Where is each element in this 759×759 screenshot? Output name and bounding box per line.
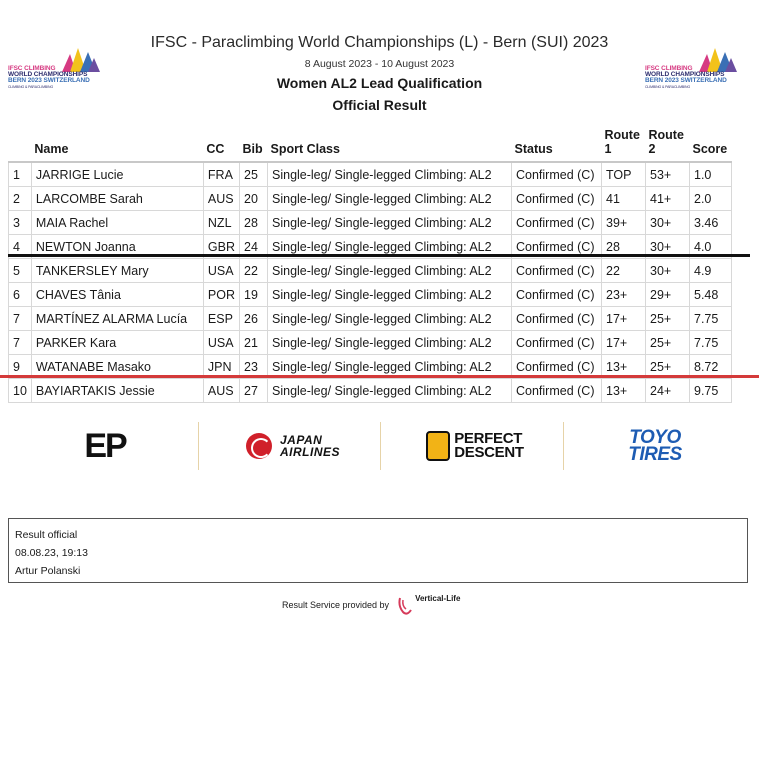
toyo-tires-logo bbox=[600, 424, 710, 468]
cell-route1: 17+ bbox=[602, 307, 646, 331]
cell-sport-class: Single-leg/ Single-legged Climbing: AL2 bbox=[268, 379, 512, 403]
cell-sport-class: Single-leg/ Single-legged Climbing: AL2 bbox=[268, 162, 512, 187]
cell-rank: 4 bbox=[9, 235, 32, 259]
results-table bbox=[8, 120, 732, 403]
event-dates: 8 August 2023 - 10 August 2023 bbox=[304, 58, 455, 70]
cell-route2: 30+ bbox=[646, 211, 690, 235]
logo-text-line3: BERN 2023 SWITZERLAND bbox=[645, 77, 727, 84]
header-bib: Bib bbox=[242, 142, 263, 156]
cell-status: Confirmed (C) bbox=[512, 331, 602, 355]
table-row bbox=[9, 211, 732, 235]
sponsor-divider bbox=[380, 422, 381, 470]
cell-bib: 19 bbox=[240, 283, 268, 307]
cell-bib: 23 bbox=[240, 355, 268, 379]
cell-sport-class: Single-leg/ Single-legged Climbing: AL2 bbox=[268, 211, 512, 235]
vertical-life-logo bbox=[397, 594, 460, 616]
cell-score: 9.75 bbox=[690, 379, 732, 403]
header-route2: Route 2 bbox=[648, 128, 684, 156]
cell-sport-class: Single-leg/ Single-legged Climbing: AL2 bbox=[268, 307, 512, 331]
cell-score: 1.0 bbox=[690, 162, 732, 187]
table-row bbox=[9, 162, 732, 187]
cell-rank: 10 bbox=[9, 379, 32, 403]
toyo-text-line2: TIRES bbox=[628, 444, 682, 465]
cell-cc: JPN bbox=[203, 355, 239, 379]
cell-sport-class: Single-leg/ Single-legged Climbing: AL2 bbox=[268, 331, 512, 355]
vertical-life-text: Vertical-Life bbox=[415, 593, 461, 603]
cell-rank: 5 bbox=[9, 259, 32, 283]
cell-status: Confirmed (C) bbox=[512, 235, 602, 259]
result-official-box bbox=[8, 518, 748, 583]
cell-cc: USA bbox=[203, 259, 239, 283]
perfect-descent-logo bbox=[410, 424, 540, 468]
cell-name: LARCOMBE Sarah bbox=[31, 187, 203, 211]
cell-bib: 28 bbox=[240, 211, 268, 235]
cell-status: Confirmed (C) bbox=[512, 283, 602, 307]
cell-score: 4.9 bbox=[690, 259, 732, 283]
logo-text-line2: WORLD CHAMPIONSHIPS bbox=[645, 71, 725, 78]
cell-bib: 27 bbox=[240, 379, 268, 403]
cell-route2: 30+ bbox=[646, 235, 690, 259]
cell-cc: AUS bbox=[203, 379, 239, 403]
logo-text-line2: WORLD CHAMPIONSHIPS bbox=[8, 71, 88, 78]
sponsor-divider bbox=[198, 422, 199, 470]
page-title: IFSC - Paraclimbing World Championships (L) - Bern (SUI) 2023 bbox=[150, 34, 609, 51]
header-name: Name bbox=[34, 142, 69, 156]
cell-route1: 22 bbox=[602, 259, 646, 283]
cell-route2: 24+ bbox=[646, 379, 690, 403]
logo-text-line3: BERN 2023 SWITZERLAND bbox=[8, 77, 90, 84]
cutoff-line bbox=[0, 375, 759, 378]
header-sport-class: Sport Class bbox=[270, 142, 340, 156]
cell-bib: 22 bbox=[240, 259, 268, 283]
logo-text-line4: CLIMBING & PARACLIMBING bbox=[645, 85, 691, 89]
cell-sport-class: Single-leg/ Single-legged Climbing: AL2 bbox=[268, 235, 512, 259]
cell-name: MARTÍNEZ ALARMA Lucía bbox=[31, 307, 203, 331]
cell-status: Confirmed (C) bbox=[512, 307, 602, 331]
result-status: Result official bbox=[15, 529, 78, 541]
perfect-descent-icon bbox=[426, 431, 450, 461]
header-score: Score bbox=[692, 142, 728, 156]
header-cc: CC bbox=[206, 142, 225, 156]
jal-logo bbox=[228, 424, 358, 468]
cell-cc: AUS bbox=[203, 187, 239, 211]
cell-status: Confirmed (C) bbox=[512, 259, 602, 283]
cell-route2: 41+ bbox=[646, 187, 690, 211]
header-rank bbox=[9, 120, 32, 162]
cell-route2: 29+ bbox=[646, 283, 690, 307]
cell-rank: 3 bbox=[9, 211, 32, 235]
cell-score: 5.48 bbox=[690, 283, 732, 307]
jal-crane-icon bbox=[246, 433, 272, 459]
cell-sport-class: Single-leg/ Single-legged Climbing: AL2 bbox=[268, 283, 512, 307]
jal-text-line2: AIRLINES bbox=[279, 445, 340, 459]
cell-status: Confirmed (C) bbox=[512, 187, 602, 211]
cell-route1: 28 bbox=[602, 235, 646, 259]
cell-rank: 7 bbox=[9, 307, 32, 331]
cell-name: JARRIGE Lucie bbox=[31, 162, 203, 187]
cell-score: 7.75 bbox=[690, 307, 732, 331]
cell-bib: 24 bbox=[240, 235, 268, 259]
cell-route1: 39+ bbox=[602, 211, 646, 235]
table-row bbox=[9, 259, 732, 283]
cell-route2: 30+ bbox=[646, 259, 690, 283]
header-status: Status bbox=[514, 142, 553, 156]
cell-score: 8.72 bbox=[690, 355, 732, 379]
footer bbox=[282, 594, 460, 616]
cell-name: MAIA Rachel bbox=[31, 211, 203, 235]
sponsor-bar bbox=[0, 418, 759, 474]
result-official-name: Artur Polanski bbox=[15, 565, 81, 577]
cell-rank: 9 bbox=[9, 355, 32, 379]
cell-score: 7.75 bbox=[690, 331, 732, 355]
cell-bib: 26 bbox=[240, 307, 268, 331]
cell-route2: 25+ bbox=[646, 331, 690, 355]
cell-route2: 25+ bbox=[646, 307, 690, 331]
cell-route1: 17+ bbox=[602, 331, 646, 355]
jal-text-line1: JAPAN bbox=[279, 433, 323, 447]
cell-name: PARKER Kara bbox=[31, 331, 203, 355]
cell-route1: 23+ bbox=[602, 283, 646, 307]
cell-route1: 41 bbox=[602, 187, 646, 211]
cell-name: CHAVES Tânia bbox=[31, 283, 203, 307]
cell-rank: 6 bbox=[9, 283, 32, 307]
pd-text-line1: PERFECT bbox=[454, 430, 523, 447]
cell-cc: FRA bbox=[203, 162, 239, 187]
event-name: Women AL2 Lead Qualification bbox=[276, 75, 483, 91]
toyo-text-line1: TOYO bbox=[629, 427, 681, 448]
cell-score: 2.0 bbox=[690, 187, 732, 211]
ep-logo-text: EP bbox=[84, 426, 126, 465]
cell-sport-class: Single-leg/ Single-legged Climbing: AL2 bbox=[268, 187, 512, 211]
result-type: Official Result bbox=[332, 97, 427, 113]
cell-status: Confirmed (C) bbox=[512, 355, 602, 379]
cell-name: NEWTON Joanna bbox=[31, 235, 203, 259]
cell-route2: 25+ bbox=[646, 355, 690, 379]
table-row bbox=[9, 187, 732, 211]
cell-route2: 53+ bbox=[646, 162, 690, 187]
cell-route1: 13+ bbox=[602, 379, 646, 403]
cell-sport-class: Single-leg/ Single-legged Climbing: AL2 bbox=[268, 259, 512, 283]
cell-cc: POR bbox=[203, 283, 239, 307]
cell-bib: 25 bbox=[240, 162, 268, 187]
cell-cc: NZL bbox=[203, 211, 239, 235]
logo-text-line1: IFSC CLIMBING bbox=[645, 65, 693, 72]
cell-name: TANKERSLEY Mary bbox=[31, 259, 203, 283]
cell-score: 4.0 bbox=[690, 235, 732, 259]
cell-status: Confirmed (C) bbox=[512, 379, 602, 403]
pd-text-line2: DESCENT bbox=[454, 444, 524, 461]
cell-rank: 7 bbox=[9, 331, 32, 355]
cell-rank: 2 bbox=[9, 187, 32, 211]
cell-route1: TOP bbox=[602, 162, 646, 187]
cell-cc: GBR bbox=[203, 235, 239, 259]
cell-name: BAYIARTAKIS Jessie bbox=[31, 379, 203, 403]
table-row bbox=[9, 379, 732, 403]
footer-text: Result Service provided by bbox=[282, 600, 390, 610]
cell-route1: 13+ bbox=[602, 355, 646, 379]
cell-rank: 1 bbox=[9, 162, 32, 187]
cell-bib: 20 bbox=[240, 187, 268, 211]
cell-status: Confirmed (C) bbox=[512, 162, 602, 187]
table-row bbox=[9, 283, 732, 307]
cell-status: Confirmed (C) bbox=[512, 211, 602, 235]
cell-bib: 21 bbox=[240, 331, 268, 355]
cell-score: 3.46 bbox=[690, 211, 732, 235]
logo-text-line1: IFSC CLIMBING bbox=[8, 65, 56, 72]
cell-cc: USA bbox=[203, 331, 239, 355]
final-qualification-line bbox=[8, 254, 750, 257]
table-row bbox=[9, 307, 732, 331]
result-datetime: 08.08.23, 19:13 bbox=[15, 547, 88, 559]
table-header-row bbox=[9, 120, 732, 162]
table-row bbox=[9, 331, 732, 355]
sponsor-divider bbox=[563, 422, 564, 470]
cell-name: WATANABE Masako bbox=[31, 355, 203, 379]
cell-sport-class: Single-leg/ Single-legged Climbing: AL2 bbox=[268, 355, 512, 379]
logo-text-line4: CLIMBING & PARACLIMBING bbox=[8, 85, 54, 89]
vertical-life-icon bbox=[397, 594, 413, 616]
cell-cc: ESP bbox=[203, 307, 239, 331]
header-route1: Route 1 bbox=[604, 128, 640, 156]
ep-logo bbox=[70, 424, 140, 468]
